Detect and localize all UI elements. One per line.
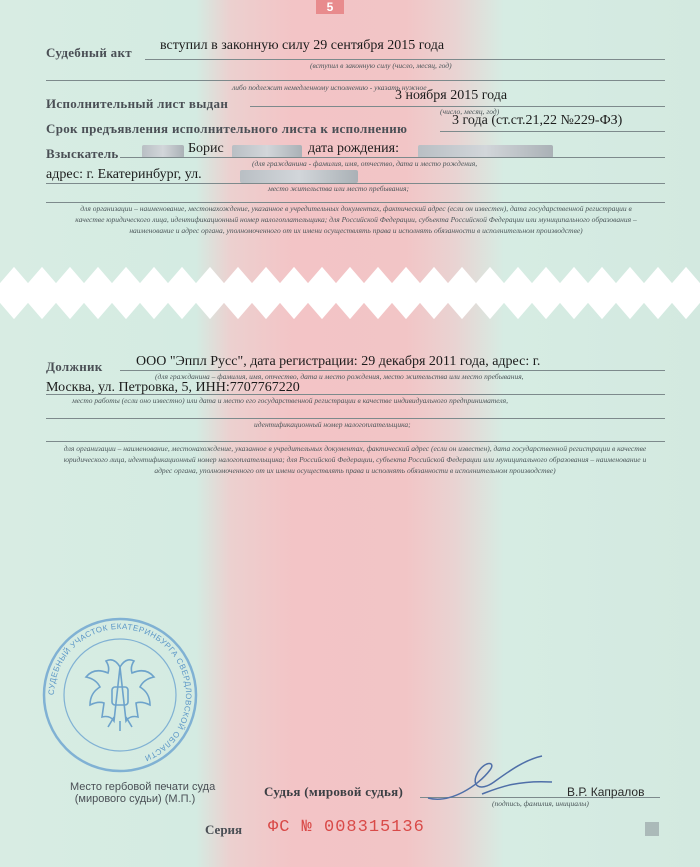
writ-issued-label: Исполнительный лист выдан bbox=[46, 96, 229, 111]
claimant-hint: (для гражданина - фамилия, имя, отчество, дата и место рождения, bbox=[252, 159, 478, 168]
court-seal bbox=[40, 615, 200, 775]
seal-place-label: Место гербовой печати суда (мирового судьи) (М.П.) bbox=[70, 781, 216, 805]
claimant-line bbox=[120, 157, 665, 158]
judge-name: В.Р. Капралов bbox=[567, 785, 645, 799]
debtor-label: Должник bbox=[46, 359, 103, 374]
debtor-org-note: для организации – наименование, местонахождение, указанное в учредительных документах, фактический адрес (если он известен), дата государственной регистрации в качестве юридического лица, идентификационный номер налогоплательщика; для Российской Федерации, субъекта Российской Федерации или муниципального образования – наименование и адрес органа, уполномоченного от их имени осуществлять права и исполнять обязанности в исполнительном производстве) bbox=[63, 444, 647, 475]
judge-label: Судья (мировой судья) bbox=[264, 784, 404, 799]
writ-issued-hint: (число, месяц, год) bbox=[440, 107, 500, 116]
corner-mark bbox=[645, 822, 659, 836]
claimant-hint2: место жительства или место пребывания; bbox=[268, 184, 409, 193]
judge-signature bbox=[420, 752, 560, 810]
series-code: ФС № 008315136 bbox=[268, 818, 425, 837]
writ-issued-value: 3 ноября 2015 года bbox=[395, 88, 508, 103]
debtor-hint3: идентификационный номер налогоплательщика; bbox=[254, 420, 411, 429]
series-label: Серия bbox=[205, 822, 243, 837]
debtor-line4-rule bbox=[46, 441, 665, 442]
debtor-line2: Москва, ул. Петровка, 5, ИНН:7707767220 bbox=[46, 380, 300, 395]
claimant-dob-label: дата рождения: bbox=[308, 141, 399, 156]
torn-edge-divider bbox=[0, 264, 700, 322]
court-act-line bbox=[145, 59, 665, 60]
immediate-line bbox=[46, 80, 665, 81]
seal-ring-text: СУДЕБНЫЙ УЧАСТОК ЕКАТЕРИНБУРГА СВЕРДЛОВСКОЙ ОБЛАСТИ bbox=[46, 621, 194, 763]
debtor-line1-rule bbox=[120, 370, 665, 371]
double-headed-eagle-icon bbox=[86, 660, 154, 731]
claimant-label: Взыскатель bbox=[46, 146, 119, 161]
debtor-line1: ООО "Эппл Русс", дата регистрации: 29 декабря 2011 года, адрес: г. bbox=[136, 354, 541, 369]
debtor-hint2: место работы (если оно известно) или дата и место его государственной регистрации в качестве индивидуального предпринимателя, bbox=[72, 396, 509, 405]
page-number: 5 bbox=[316, 0, 344, 14]
claimant-org-note: для организации – наименование, местонахождение, указанное в учредительных документах, фактический адрес (если он известен), дата государственной регистрации в качестве юридического лица, идентификационный номер налогоплательщика; для Российской Федерации, субъекта Российской Федерации или муниципального образования – наименование и адрес органа, уполномоченного от их имени осуществлять права и исполнять обязанности в исполнительном производстве) bbox=[75, 204, 637, 235]
claimant-first-name: Борис bbox=[188, 141, 224, 156]
debtor-line3-rule bbox=[46, 418, 665, 419]
court-act-label: Судебный акт bbox=[46, 45, 132, 60]
debtor-hint1: (для гражданина – фамилия, имя, отчество, дата и место рождения, место жительства или место пребывания, bbox=[155, 372, 524, 381]
presentation-term-label: Срок предъявления исполнительного листа к исполнению bbox=[46, 121, 408, 136]
claimant-address: адрес: г. Екатеринбург, ул. bbox=[46, 167, 202, 182]
immediate-hint: либо подлежит немедленному исполнению - указать нужное bbox=[232, 83, 427, 92]
redacted-street bbox=[240, 170, 358, 183]
presentation-term-value: 3 года (ст.ст.21,22 №229-ФЗ) bbox=[452, 113, 623, 128]
presentation-term-line bbox=[440, 131, 665, 132]
court-act-hint: (вступил в законную силу (число, месяц, год) bbox=[310, 61, 452, 70]
debtor-line2-rule bbox=[46, 394, 665, 395]
judge-hint: (подпись, фамилия, инициалы) bbox=[492, 799, 589, 808]
court-act-value: вступил в законную силу 29 сентября 2015 года bbox=[160, 38, 445, 53]
